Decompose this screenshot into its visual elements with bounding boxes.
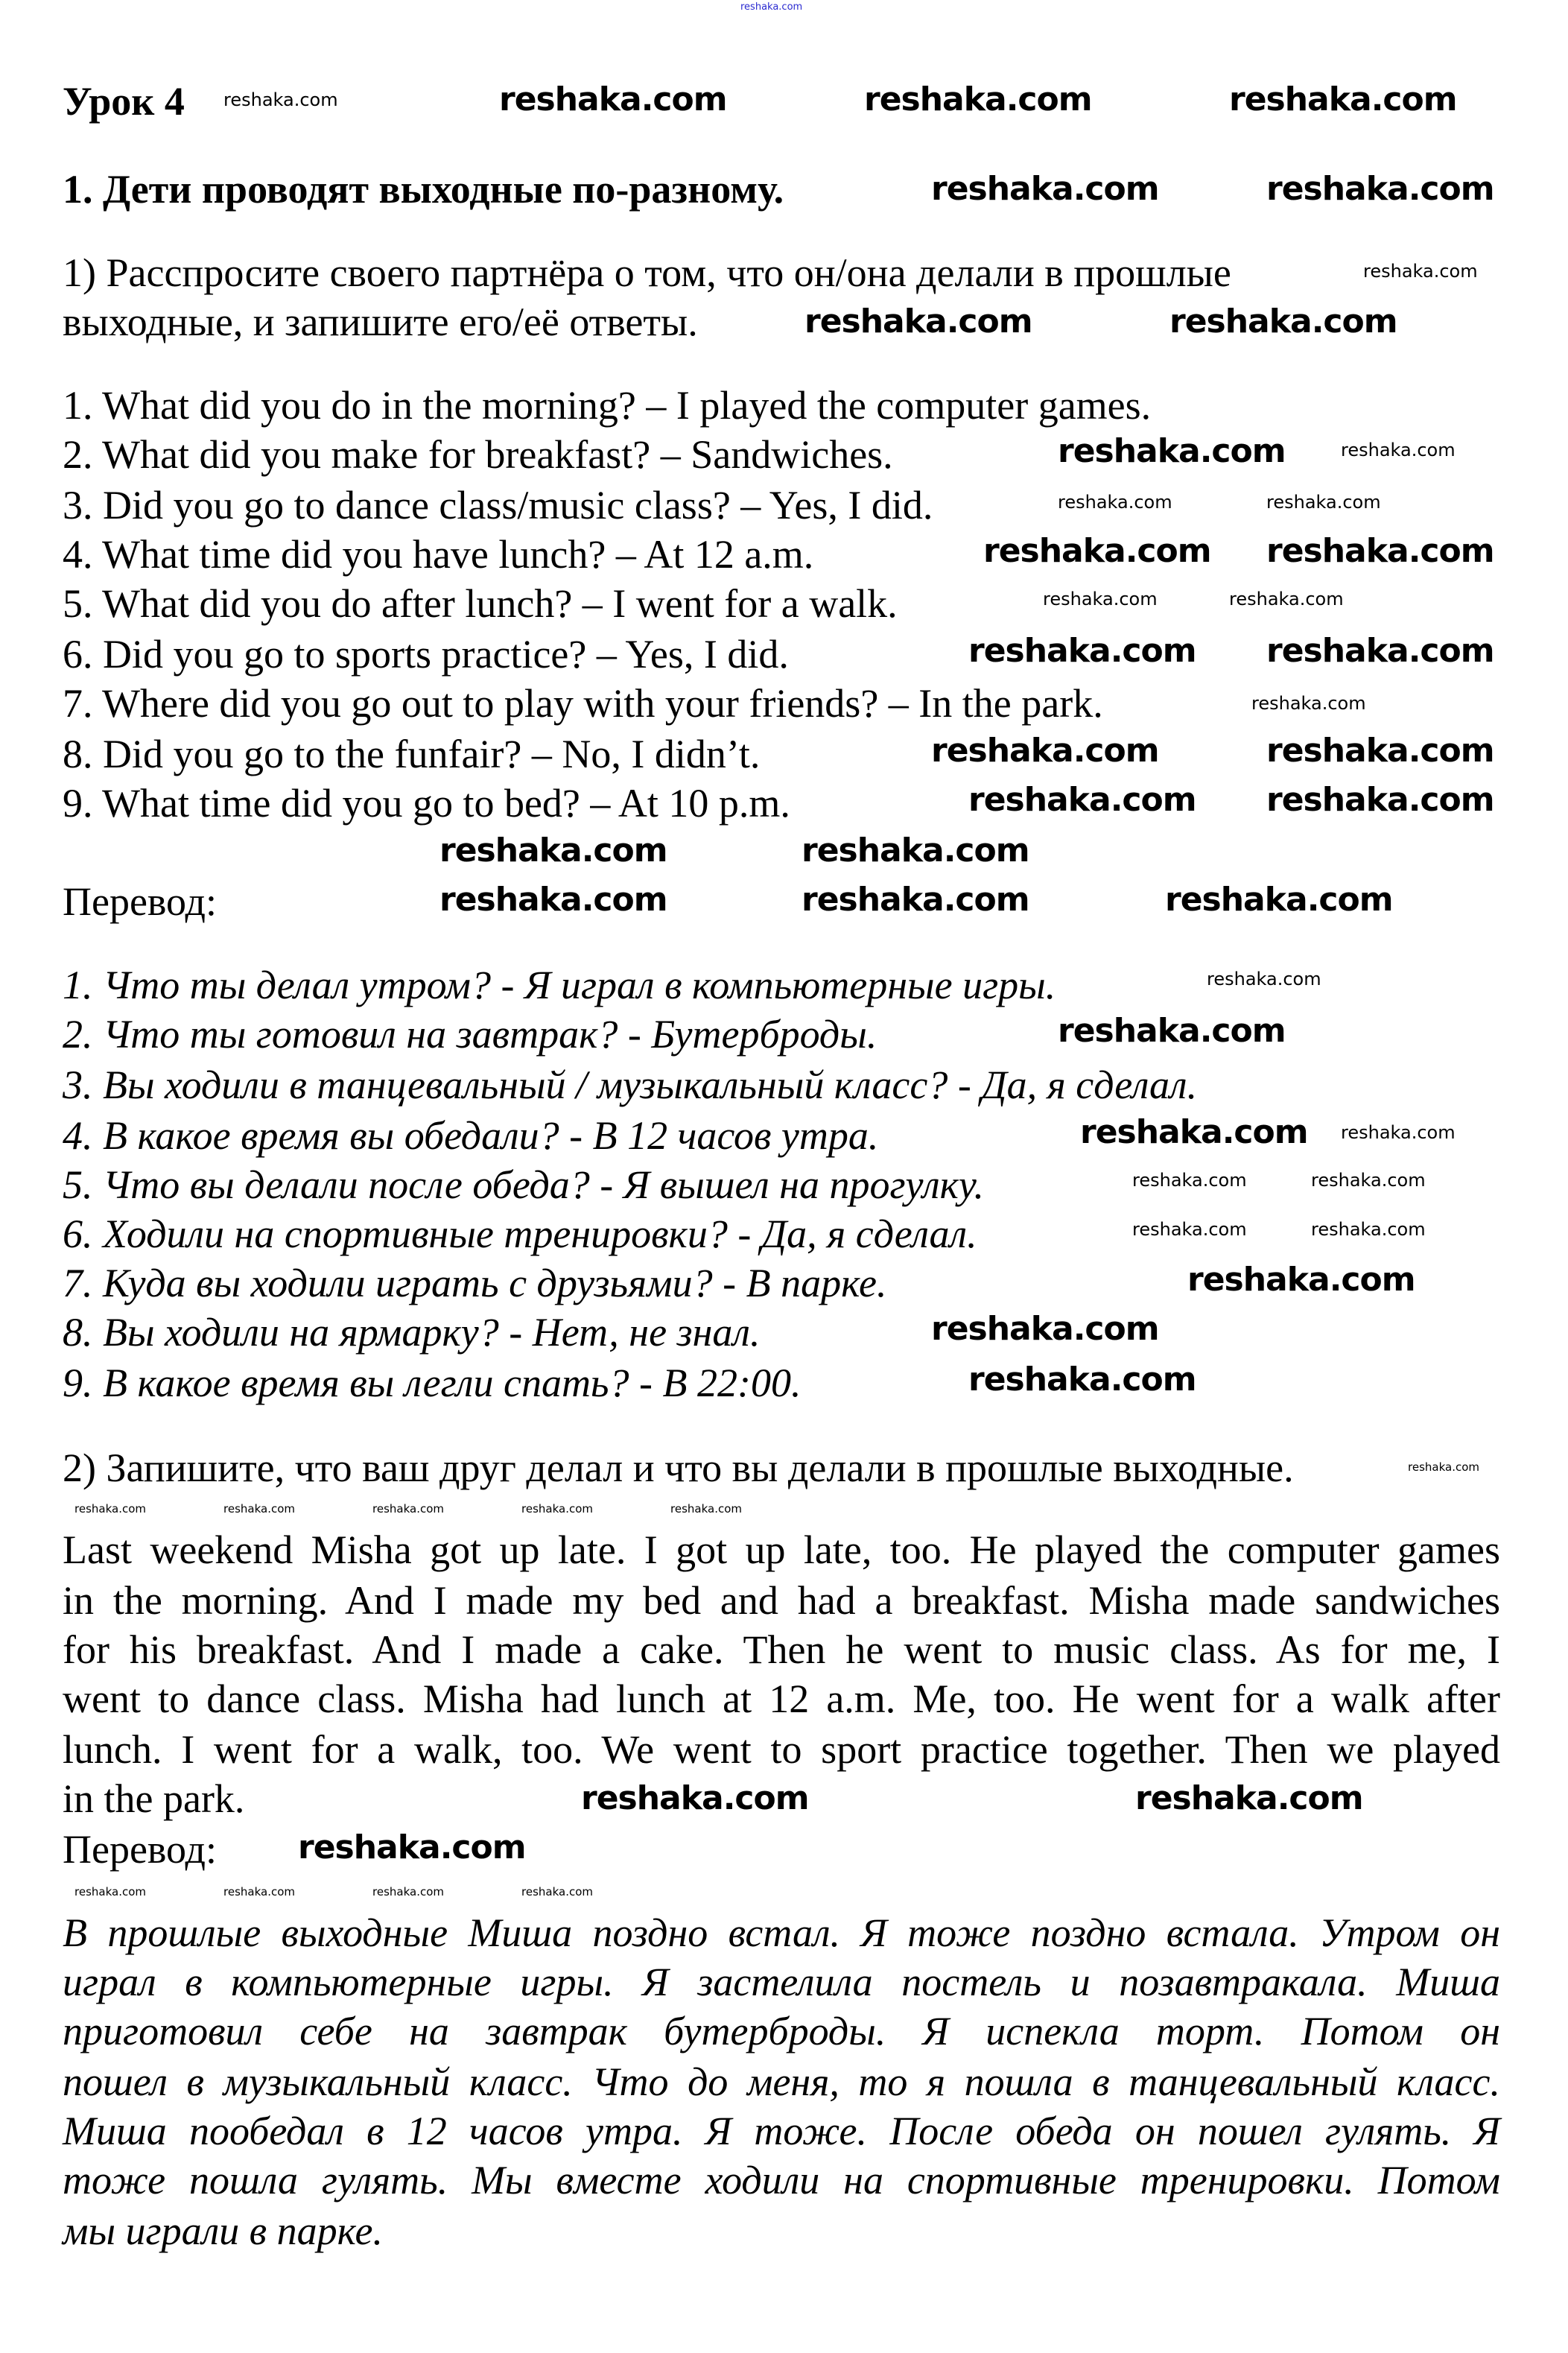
header-watermark-link[interactable]: reshaka.com [740,1,803,13]
watermark: reshaka.com [968,781,1196,819]
watermark: reshaka.com [298,1828,526,1866]
essay-translation-line: тоже пошла гулять. Мы вместе ходили на спортивные тренировки. Потом [63,2158,1500,2202]
watermark: reshaka.com [1058,1012,1286,1050]
watermark: reshaka.com [1043,589,1158,609]
watermark: reshaka.com [1266,492,1381,513]
watermark: reshaka.com [223,89,338,110]
watermark: reshaka.com [864,80,1092,118]
answer-line: 3. Did you go to dance class/music class? – Yes, I did. [63,483,933,528]
essay-translation-line: играл в компьютерные игры. Я застелила постель и позавтракала. Миша [63,1960,1500,2004]
watermark: reshaka.com [1341,440,1456,460]
task2-line: 2) Запишите, что ваш друг делал и что вы делали в прошлые выходные. [63,1445,1294,1490]
answer-line: 4. What time did you have lunch? – At 12 a.m. [63,532,814,577]
watermark: reshaka.com [1080,1113,1308,1151]
translation-label: Перевод: [63,879,217,924]
watermark: reshaka.com [1229,80,1457,118]
watermark: reshaka.com [1266,532,1494,570]
watermark: reshaka.com [1187,1261,1415,1299]
watermark: reshaka.com [1135,1779,1363,1817]
essay-line: in the morning. And I made my bed and had a breakfast. Misha made sandwiches [63,1578,1500,1623]
task1-line: выходные, и запишите его/её ответы. [63,300,698,344]
translation-line: 3. Вы ходили в танцевальный / музыкальный класс? - Да, я сделал. [63,1063,1198,1107]
watermark: reshaka.com [1132,1170,1247,1191]
watermark: reshaka.com [1266,781,1494,819]
essay-line: lunch. I went for a walk, too. We went to sport practice together. Then we played [63,1727,1500,1772]
watermark: reshaka.com [1169,303,1397,341]
watermark: reshaka.com [1058,432,1286,470]
watermark: reshaka.com [802,832,1029,870]
watermark: reshaka.com [372,1502,444,1516]
watermark: reshaka.com [931,732,1159,770]
answer-line: 2. What did you make for breakfast? – Sandwiches. [63,432,893,477]
watermark: reshaka.com [968,1361,1196,1399]
essay-translation-line: мы играли в парке. [63,2208,383,2253]
answer-line: 9. What time did you go to bed? – At 10 p.m. [63,781,790,826]
watermark: reshaka.com [802,881,1029,919]
answer-line: 7. Where did you go out to play with your friends? – In the park. [63,681,1103,726]
watermark: reshaka.com [1132,1219,1247,1240]
watermark: reshaka.com [931,170,1159,208]
watermark: reshaka.com [521,1502,593,1516]
watermark: reshaka.com [1266,170,1494,208]
essay-line: Last weekend Misha got up late. I got up late, too. He played the computer games [63,1527,1500,1572]
translation-line: 7. Куда вы ходили играть с друзьями? - В парке. [63,1261,887,1305]
watermark: reshaka.com [1311,1170,1426,1191]
watermark: reshaka.com [804,303,1032,341]
translation-label: Перевод: [63,1827,217,1872]
watermark: reshaka.com [499,80,727,118]
watermark: reshaka.com [983,532,1211,570]
watermark: reshaka.com [439,881,667,919]
watermark: reshaka.com [1341,1122,1456,1143]
watermark: reshaka.com [1165,881,1393,919]
translation-line: 9. В какое время вы легли спать? - В 22:00. [63,1361,802,1405]
answer-line: 6. Did you go to sports practice? – Yes, I did. [63,632,789,677]
watermark: reshaka.com [1207,969,1321,989]
watermark: reshaka.com [223,1502,295,1516]
translation-line: 1. Что ты делал утром? - Я играл в компьютерные игры. [63,963,1056,1007]
essay-line: in the park. [63,1776,245,1821]
watermark: reshaka.com [1266,632,1494,670]
watermark: reshaka.com [1311,1219,1426,1240]
translation-line: 4. В какое время вы обедали? - В 12 часов утра. [63,1113,879,1158]
translation-line: 6. Ходили на спортивные тренировки? - Да, я сделал. [63,1212,977,1256]
watermark: reshaka.com [439,832,667,870]
watermark: reshaka.com [372,1885,444,1898]
answer-line: 5. What did you do after lunch? – I went for a walk. [63,581,898,626]
watermark: reshaka.com [581,1779,809,1817]
watermark: reshaka.com [1408,1460,1479,1474]
translation-line: 8. Вы ходили на ярмарку? - Нет, не знал. [63,1310,761,1355]
watermark: reshaka.com [1251,693,1366,714]
exercise-heading: 1. Дети проводят выходные по-разному. [63,167,784,212]
watermark: reshaka.com [670,1502,742,1516]
watermark: reshaka.com [1058,492,1172,513]
essay-translation-line: приготовил себе на завтрак бутерброды. Я испекла торт. Потом он [63,2009,1500,2053]
watermark: reshaka.com [1363,261,1478,282]
watermark: reshaka.com [1229,589,1344,609]
essay-line: went to dance class. Misha had lunch at 12 a.m. Me, too. He went for a walk after [63,1676,1500,1721]
watermark: reshaka.com [968,632,1196,670]
watermark: reshaka.com [1266,732,1494,770]
watermark: reshaka.com [74,1502,146,1516]
answer-line: 1. What did you do in the morning? – I played the computer games. [63,383,1152,428]
essay-translation-line: В прошлые выходные Миша поздно встал. Я тоже поздно встала. Утром он [63,1910,1500,1955]
watermark: reshaka.com [74,1885,146,1898]
answer-line: 8. Did you go to the funfair? – No, I didn’t. [63,732,761,776]
translation-line: 2. Что ты готовил на завтрак? - Бутерброды. [63,1012,877,1057]
essay-line: for his breakfast. And I made a cake. Then he went to music class. As for me, I [63,1627,1500,1672]
essay-translation-line: пошел в музыкальный класс. Что до меня, то я пошла в танцевальный класс. [63,2059,1500,2104]
watermark: reshaka.com [521,1885,593,1898]
task1-line: 1) Расспросите своего партнёра о том, что он/она делали в прошлые [63,250,1231,295]
watermark: reshaka.com [223,1885,295,1898]
essay-translation-line: Миша пообедал в 12 часов утра. Я тоже. После обеда он пошел гулять. Я [63,2109,1500,2153]
watermark: reshaka.com [931,1310,1159,1348]
lesson-title: Урок 4 [63,79,185,124]
translation-line: 5. Что вы делали после обеда? - Я вышел на прогулку. [63,1162,984,1207]
